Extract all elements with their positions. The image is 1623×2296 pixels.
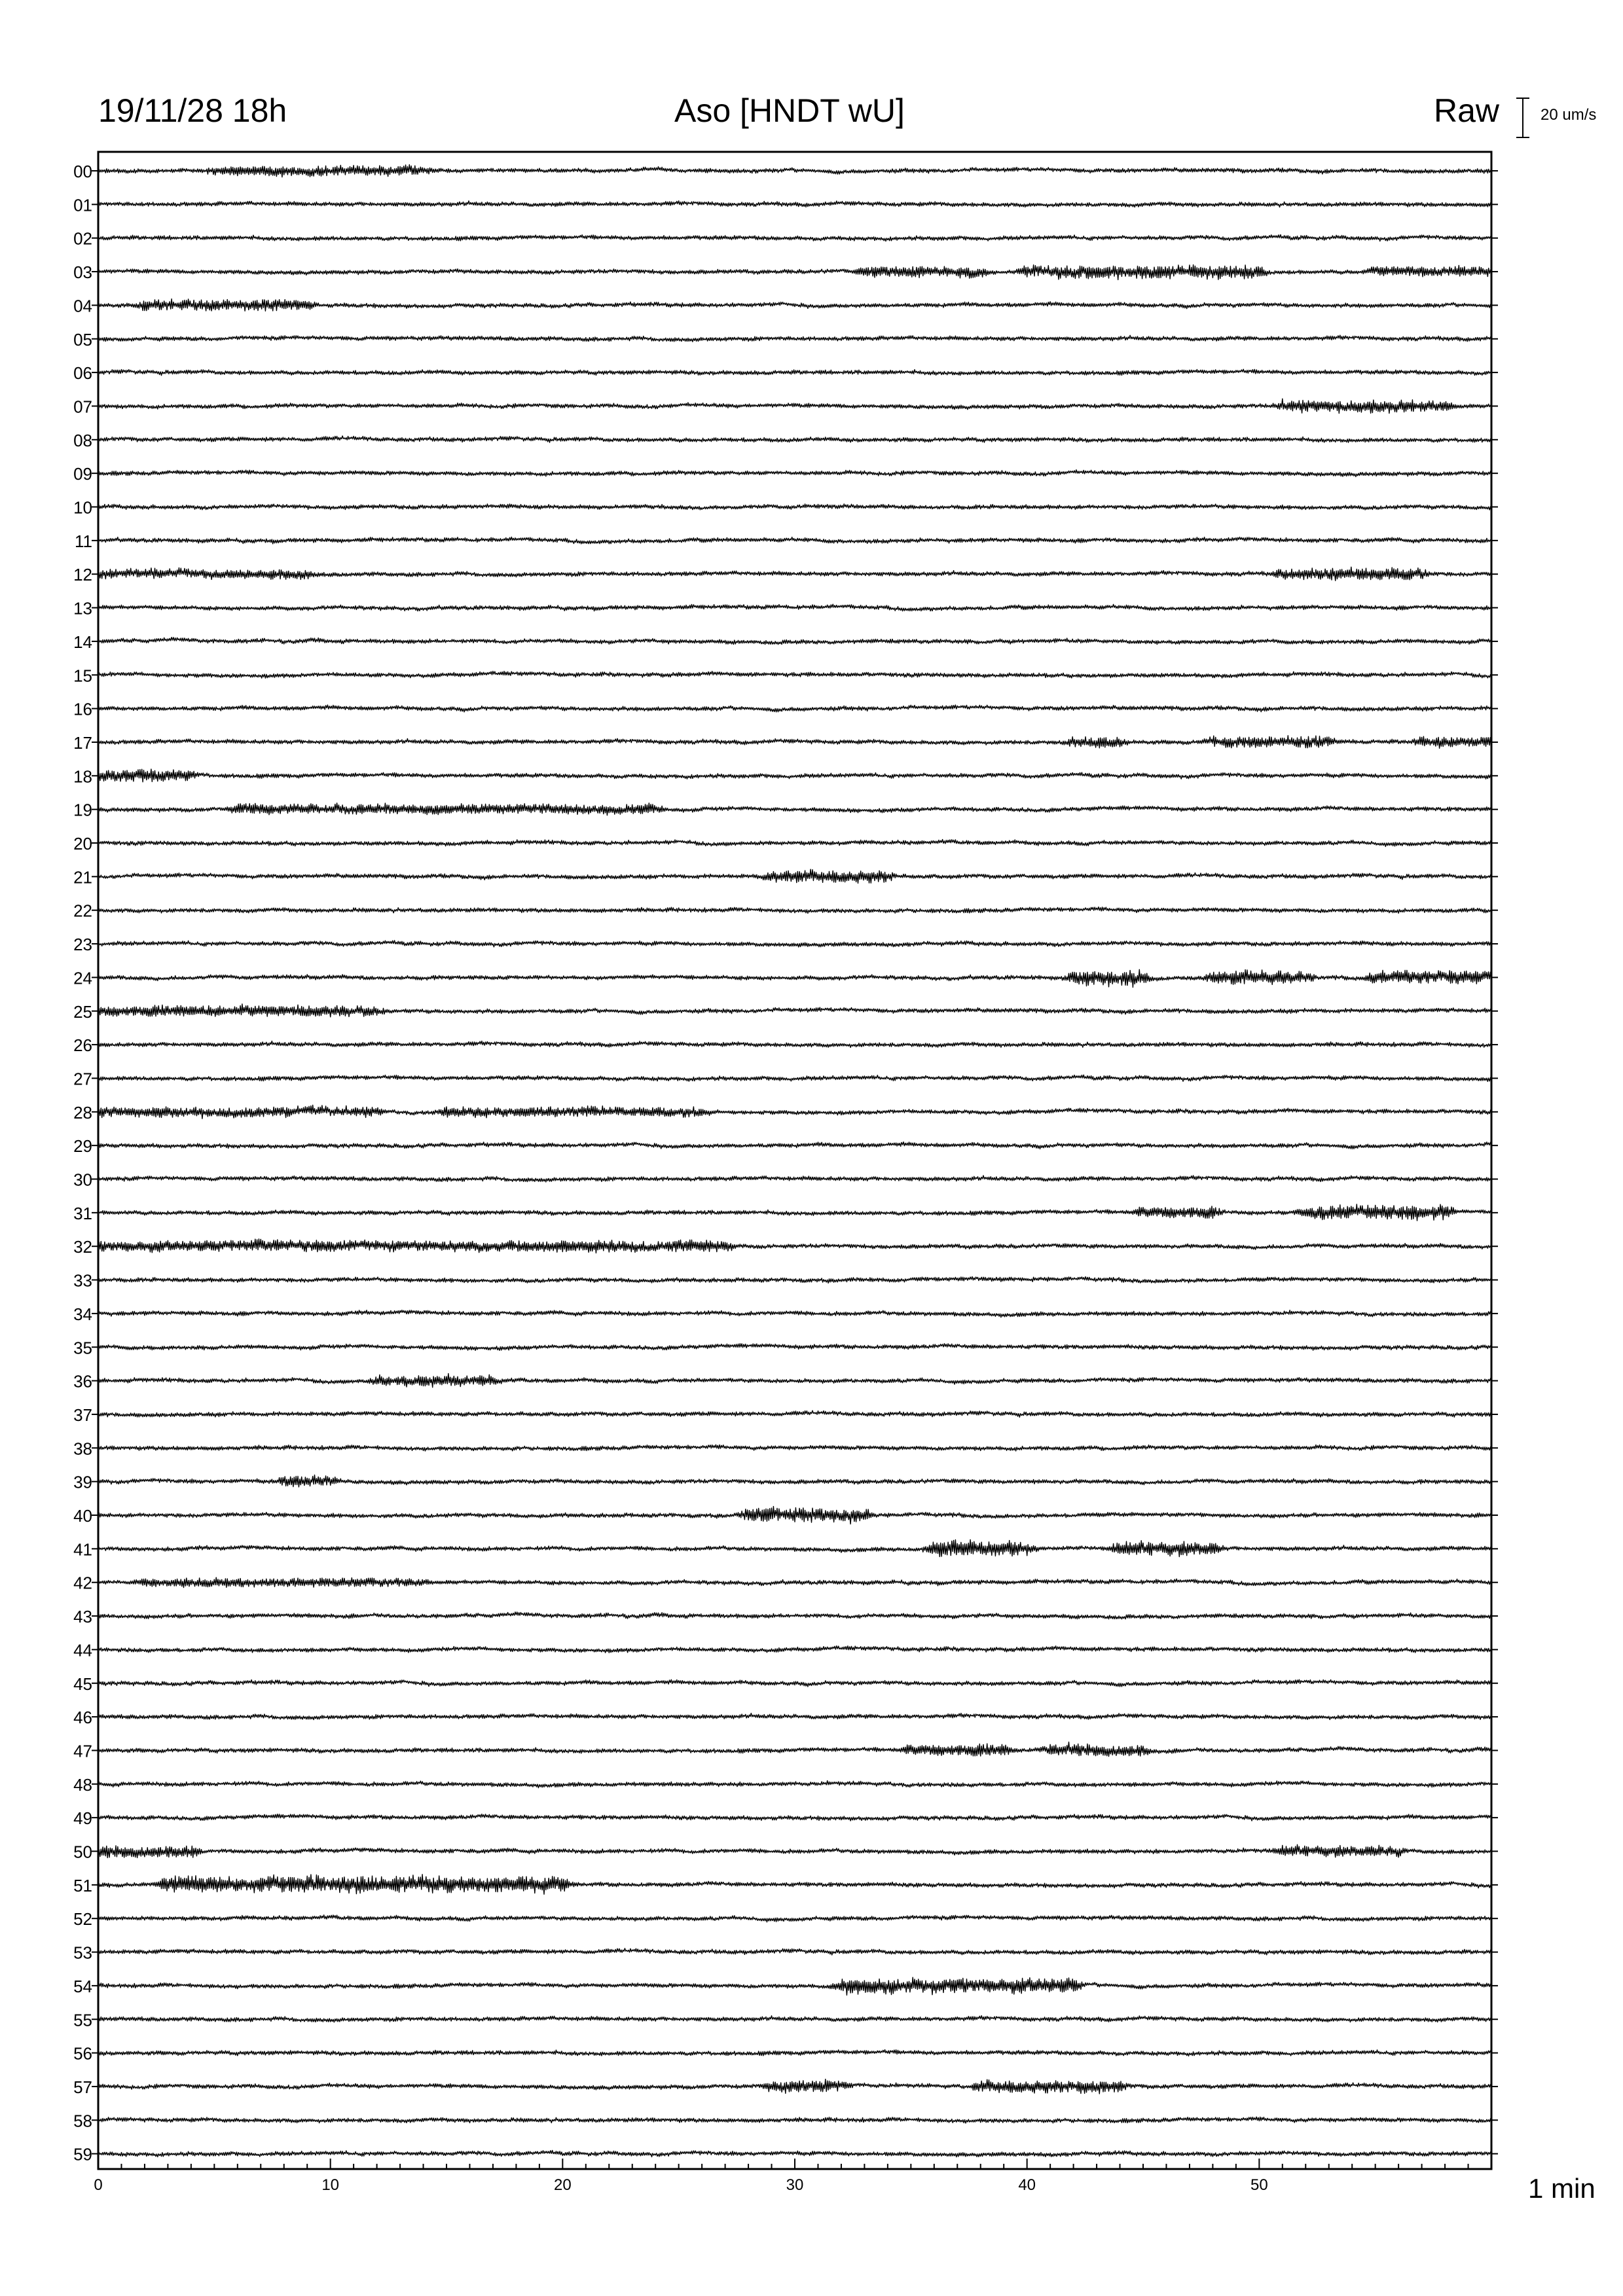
trace-03 [98,265,1491,280]
row-label-03: 03 [73,262,92,283]
row-label-28: 28 [73,1102,92,1122]
trace-35 [98,1344,1491,1351]
row-label-56: 56 [73,2043,92,2064]
trace-17 [98,736,1491,749]
trace-56 [98,2050,1491,2056]
trace-16 [98,705,1491,712]
trace-08 [98,436,1491,442]
row-label-57: 57 [73,2077,92,2097]
trace-34 [98,1310,1491,1318]
x-tick-label: 0 [94,2176,103,2194]
row-label-15: 15 [73,666,92,686]
row-label-09: 09 [73,464,92,484]
row-label-38: 38 [73,1439,92,1459]
row-label-51: 51 [73,1875,92,1895]
row-label-41: 41 [73,1539,92,1560]
row-label-22: 22 [73,901,92,921]
row-label-00: 00 [73,162,92,181]
x-tick-label: 40 [1018,2176,1036,2194]
chart-datetime: 19/11/28 18h [98,92,287,129]
trace-41 [98,1539,1491,1556]
trace-31 [98,1204,1491,1221]
row-label-42: 42 [73,1573,92,1593]
amplitude-scale-bar [1516,98,1529,137]
row-label-55: 55 [73,2010,92,2030]
row-label-39: 39 [73,1472,92,1492]
row-label-27: 27 [73,1069,92,1089]
trace-57 [98,2079,1491,2094]
plot-frame [98,152,1491,2169]
trace-46 [98,1713,1491,1720]
row-label-34: 34 [73,1304,92,1324]
row-label-49: 49 [73,1808,92,1829]
trace-04 [98,299,1491,312]
row-label-52: 52 [73,1909,92,1929]
row-label-53: 53 [73,1943,92,1963]
row-label-12: 12 [73,565,92,585]
trace-30 [98,1175,1491,1182]
x-tick-label: 30 [786,2176,804,2194]
row-label-10: 10 [73,497,92,518]
trace-40 [98,1507,1491,1524]
trace-27 [98,1075,1491,1081]
trace-52 [98,1915,1491,1922]
row-label-13: 13 [73,598,92,619]
row-label-14: 14 [73,632,92,652]
trace-53 [98,1948,1491,1955]
amplitude-scale-label: 20 um/s [1541,106,1597,124]
x-tick-label: 10 [321,2176,340,2194]
trace-02 [98,235,1491,242]
trace-14 [98,637,1491,645]
row-label-58: 58 [73,2111,92,2131]
trace-59 [98,2151,1491,2157]
trace-00 [98,165,1491,177]
row-label-23: 23 [73,935,92,955]
row-label-19: 19 [73,800,92,820]
row-label-08: 08 [73,430,92,450]
chart-mode-label: Raw [1434,92,1500,129]
trace-51 [98,1874,1491,1894]
row-label-06: 06 [73,363,92,384]
row-label-45: 45 [73,1674,92,1694]
row-label-35: 35 [73,1338,92,1358]
chart-title: Aso [HNDT wU] [674,92,905,129]
trace-38 [98,1444,1491,1451]
trace-33 [98,1277,1491,1283]
time-unit-label: 1 min [1528,2173,1596,2204]
trace-48 [98,1781,1491,1788]
row-label-47: 47 [73,1741,92,1761]
x-tick-label: 50 [1250,2176,1268,2194]
row-label-21: 21 [73,867,92,888]
row-label-31: 31 [73,1203,92,1223]
row-label-48: 48 [73,1774,92,1795]
x-tick-label: 20 [553,2176,572,2194]
row-label-26: 26 [73,1035,92,1056]
trace-32 [98,1239,1491,1253]
row-label-44: 44 [73,1640,92,1660]
trace-58 [98,2117,1491,2123]
trace-36 [98,1374,1491,1388]
trace-11 [98,537,1491,544]
row-label-25: 25 [73,1001,92,1022]
row-label-36: 36 [73,1371,92,1391]
row-label-29: 29 [73,1136,92,1157]
trace-50 [98,1844,1491,1857]
row-label-37: 37 [73,1405,92,1425]
row-label-02: 02 [73,228,92,249]
trace-39 [98,1475,1491,1487]
trace-49 [98,1814,1491,1821]
trace-28 [98,1105,1491,1119]
trace-07 [98,399,1491,413]
trace-47 [98,1742,1491,1757]
row-label-46: 46 [73,1708,92,1728]
trace-29 [98,1142,1491,1149]
trace-12 [98,567,1491,581]
row-label-32: 32 [73,1237,92,1257]
row-label-11: 11 [75,531,92,551]
trace-54 [98,1977,1491,1995]
row-label-30: 30 [73,1170,92,1190]
trace-09 [98,470,1491,477]
trace-21 [98,869,1491,883]
row-label-01: 01 [73,195,92,215]
row-label-18: 18 [73,766,92,787]
row-label-43: 43 [73,1607,92,1627]
row-label-07: 07 [73,397,92,417]
row-label-33: 33 [73,1270,92,1291]
row-label-17: 17 [73,732,92,753]
trace-23 [98,941,1491,947]
row-label-24: 24 [73,968,92,988]
trace-44 [98,1646,1491,1653]
row-label-05: 05 [73,329,92,350]
trace-15 [98,672,1491,679]
trace-43 [98,1612,1491,1619]
trace-18 [98,769,1491,782]
trace-20 [98,840,1491,847]
row-label-40: 40 [73,1506,92,1526]
row-label-16: 16 [73,699,92,719]
trace-55 [98,2016,1491,2022]
row-label-59: 59 [73,2144,92,2164]
row-label-50: 50 [73,1842,92,1862]
trace-19 [98,803,1491,816]
trace-01 [98,201,1491,207]
trace-26 [98,1041,1491,1048]
trace-25 [98,1004,1491,1017]
row-label-04: 04 [73,296,92,316]
row-label-54: 54 [73,1976,92,1996]
trace-06 [98,369,1491,375]
trace-45 [98,1679,1491,1687]
trace-37 [98,1410,1491,1417]
trace-13 [98,604,1491,611]
trace-24 [98,969,1491,987]
trace-22 [98,907,1491,914]
trace-42 [98,1577,1491,1587]
trace-05 [98,335,1491,342]
row-label-20: 20 [73,834,92,853]
trace-10 [98,504,1491,510]
